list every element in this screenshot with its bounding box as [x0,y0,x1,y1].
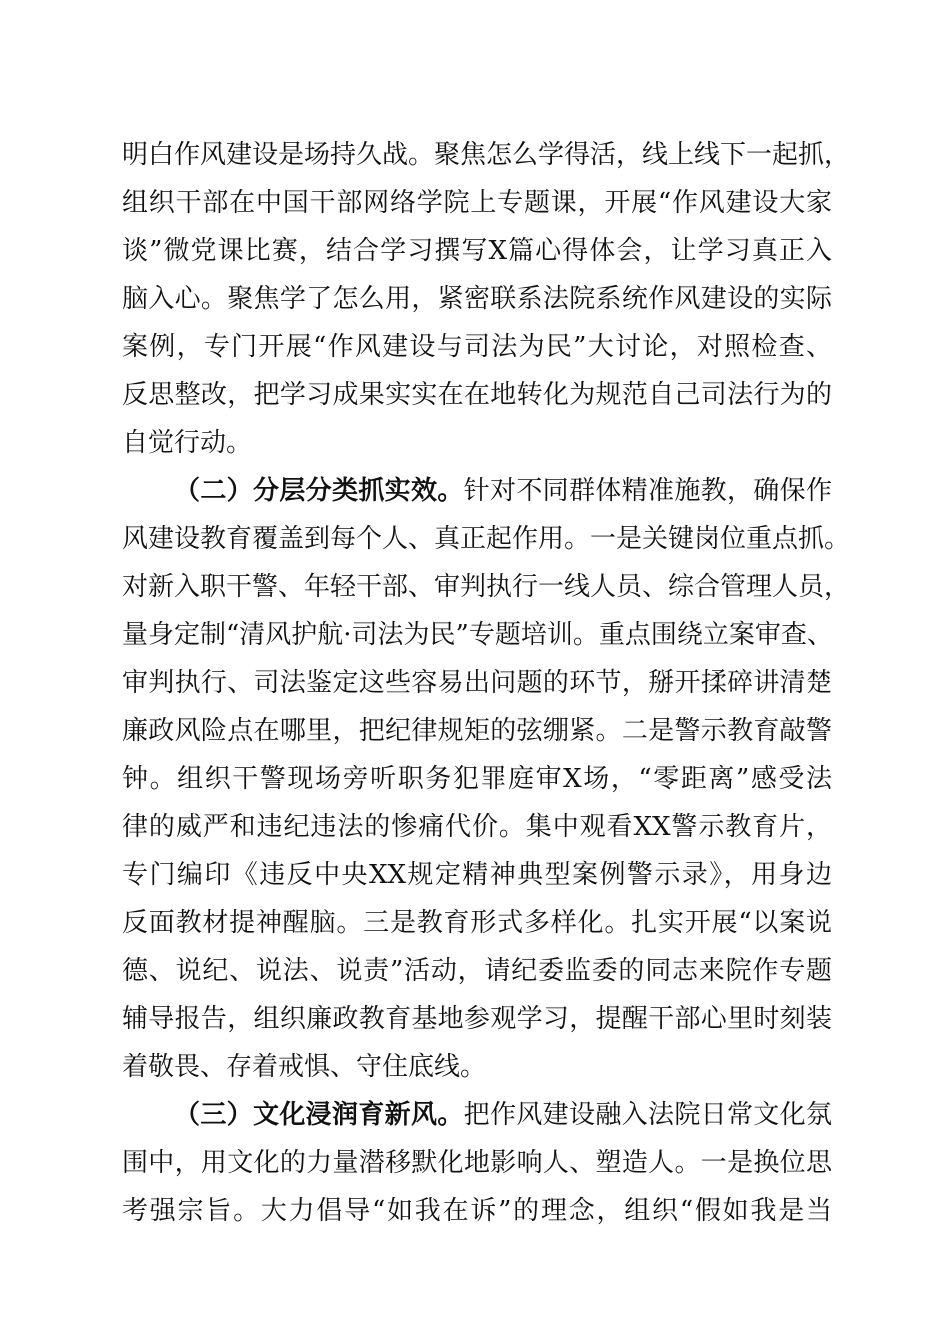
paragraph-2-line-2: 风建设教育覆盖到每个人、真正起作用。一是关键岗位重点抓。 [122,524,851,554]
paragraph-2-line-11: 德、说纪、说法、说责”活动，请纪委监委的同志来院作专题 [122,956,832,986]
paragraph-2-line-10: 反面教材提神醒脑。三是教育形式多样化。扎实开展“以案说 [122,908,832,938]
paragraph-1-line-1: 明白作风建设是场持久战。聚焦怎么学得活，线上线下一起抓， [122,140,851,170]
paragraph-2-first-line [174,467,832,515]
paragraph-1-line-3: 谈”微党课比赛，结合学习撰写X篇心得体会，让学习真正入 [122,236,832,266]
paragraph-2-line-7: 钟。组织干警现场旁听职务犯罪庭审X场，“零距离”感受法 [122,764,832,794]
paragraph-2-line-3: 对新入职干警、年轻干部、审判执行一线人员、综合管理人员， [122,572,851,602]
section-2-lead-text: 针对不同群体精准施教，确保作 [463,476,832,506]
paragraph-2-line-13: 着敬畏、存着戒惧、守住底线。 [122,1052,487,1082]
paragraph-3-line-2: 围中，用文化的力量潜移默化地影响人、塑造人。一是换位思 [122,1148,832,1178]
paragraph-2-line-5: 审判执行、司法鉴定这些容易出问题的环节，掰开揉碎讲清楚 [122,668,832,698]
section-3-lead-text: 把作风建设融入法院日常文化氛 [463,1100,832,1130]
paragraph-1-line-7: 自觉行动。 [122,428,253,458]
section-2-heading: （二）分层分类抓实效。 [174,476,464,506]
paragraph-1-line-5: 案例，专门开展“作风建设与司法为民”大讨论，对照检查、 [122,332,832,362]
paragraph-1-line-2: 组织干部在中国干部网络学院上专题课，开展“作风建设大家 [122,188,832,218]
paragraph-3-first-line [174,1091,832,1139]
section-3-heading: （三）文化浸润育新风。 [174,1100,464,1130]
paragraph-1-line-4: 脑入心。聚焦学了怎么用，紧密联系法院系统作风建设的实际 [122,284,832,314]
paragraph-2-line-8: 律的威严和违纪违法的惨痛代价。集中观看XX警示教育片， [122,812,832,842]
paragraph-2-line-12: 辅导报告，组织廉政教育基地参观学习，提醒干部心里时刻装 [122,1004,832,1034]
paragraph-2-line-4: 量身定制“清风护航·司法为民”专题培训。重点围绕立案审查、 [122,620,833,650]
paragraph-3-line-3: 考强宗旨。大力倡导“如我在诉”的理念，组织“假如我是当 [122,1196,832,1226]
paragraph-1-line-6: 反思整改，把学习成果实实在在地转化为规范自己司法行为的 [122,380,832,410]
paragraph-2-line-6: 廉政风险点在哪里，把纪律规矩的弦绷紧。二是警示教育敲警 [122,716,832,746]
paragraph-2-line-9: 专门编印《违反中央XX规定精神典型案例警示录》，用身边 [122,860,832,890]
